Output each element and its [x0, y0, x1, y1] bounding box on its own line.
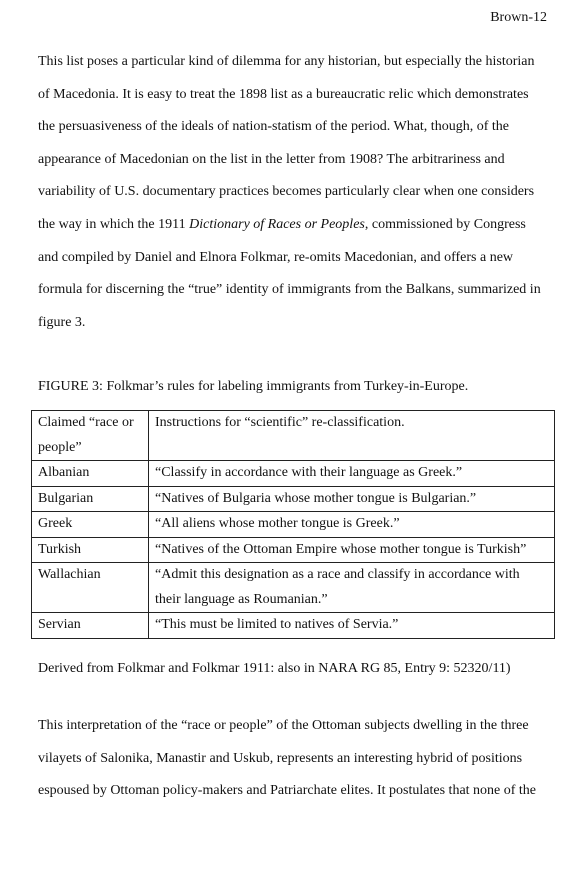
cell-race: Bulgarian: [32, 486, 149, 512]
cell-race: Albanian: [32, 461, 149, 487]
text-line: [38, 209, 553, 242]
table-row: [32, 512, 555, 538]
page-header-label: Brown-12: [490, 10, 547, 25]
text-line: variability of U.S. documentary practices becomes particularly clear when one considers: [38, 184, 535, 200]
cell-race: Servian: [32, 613, 149, 639]
text-line: and compiled by Daniel and Elnora Folkmar, re-omits Macedonian, and offers a new: [38, 249, 514, 265]
table-row: [32, 486, 555, 512]
cell-instruction: “Admit this designation as a race and classify in accordance with their language as Roumanian.”: [149, 563, 555, 613]
table-row: [32, 563, 555, 613]
cell-race: Greek: [32, 512, 149, 538]
cell-instruction: “This must be limited to natives of Servia.”: [149, 613, 555, 639]
text-line-start: the way in which the 1911: [38, 216, 190, 232]
cell-instruction: “All aliens whose mother tongue is Greek.”: [149, 512, 555, 538]
paragraph-2: [38, 710, 553, 808]
cell-race: Turkish: [32, 537, 149, 563]
figure-caption: FIGURE 3: Folkmar’s rules for labeling immigrants from Turkey-in-Europe.: [38, 379, 469, 394]
text-line: of Macedonia. It is easy to treat the 1898 list as a bureaucratic relic which demonstrates: [38, 86, 529, 102]
text-line: This interpretation of the “race or people” of the Ottoman subjects dwelling in the three: [38, 718, 529, 733]
table-row: [32, 537, 555, 563]
cell-instruction: “Natives of Bulgaria whose mother tongue is Bulgarian.”: [149, 486, 555, 512]
header-cell-race: Claimed “race or people”: [32, 411, 149, 461]
text-line: formula for discerning the “true” identity of immigrants from the Balkans, summarized in: [38, 282, 541, 298]
header-cell-instructions: Instructions for “scientific” re-classification.: [149, 411, 555, 461]
text-line: espoused by Ottoman policy-makers and Patriarchate elites. It postulates that none of the: [38, 783, 537, 799]
text-line: appearance of Macedonian on the list in the letter from 1908? The arbitrariness and: [38, 151, 505, 167]
table-header-row: [32, 411, 555, 461]
cell-instruction: “Classify in accordance with their language as Greek.”: [149, 461, 555, 487]
figure-source-note: Derived from Folkmar and Folkmar 1911: also in NARA RG 85, Entry 9: 52320/11): [38, 661, 511, 676]
dictionary-title: Dictionary of Races or Peoples: [189, 216, 365, 232]
text-line: figure 3.: [38, 314, 86, 330]
table-row: [32, 461, 555, 487]
text-line-end: , commissioned by Congress: [364, 216, 526, 232]
folkmar-rules-table: [31, 410, 555, 639]
text-line: the persuasiveness of the ideals of nation-statism of the period. What, though, of the: [38, 119, 509, 135]
table-row: [32, 613, 555, 639]
paragraph-1: [38, 46, 553, 339]
cell-race: Wallachian: [32, 563, 149, 613]
text-line: This list poses a particular kind of dilemma for any historian, but especially the historian: [38, 54, 535, 69]
cell-instruction: “Natives of the Ottoman Empire whose mother tongue is Turkish”: [149, 537, 555, 563]
text-line: vilayets of Salonika, Manastir and Uskub, represents an interesting hybrid of positions: [38, 750, 523, 766]
